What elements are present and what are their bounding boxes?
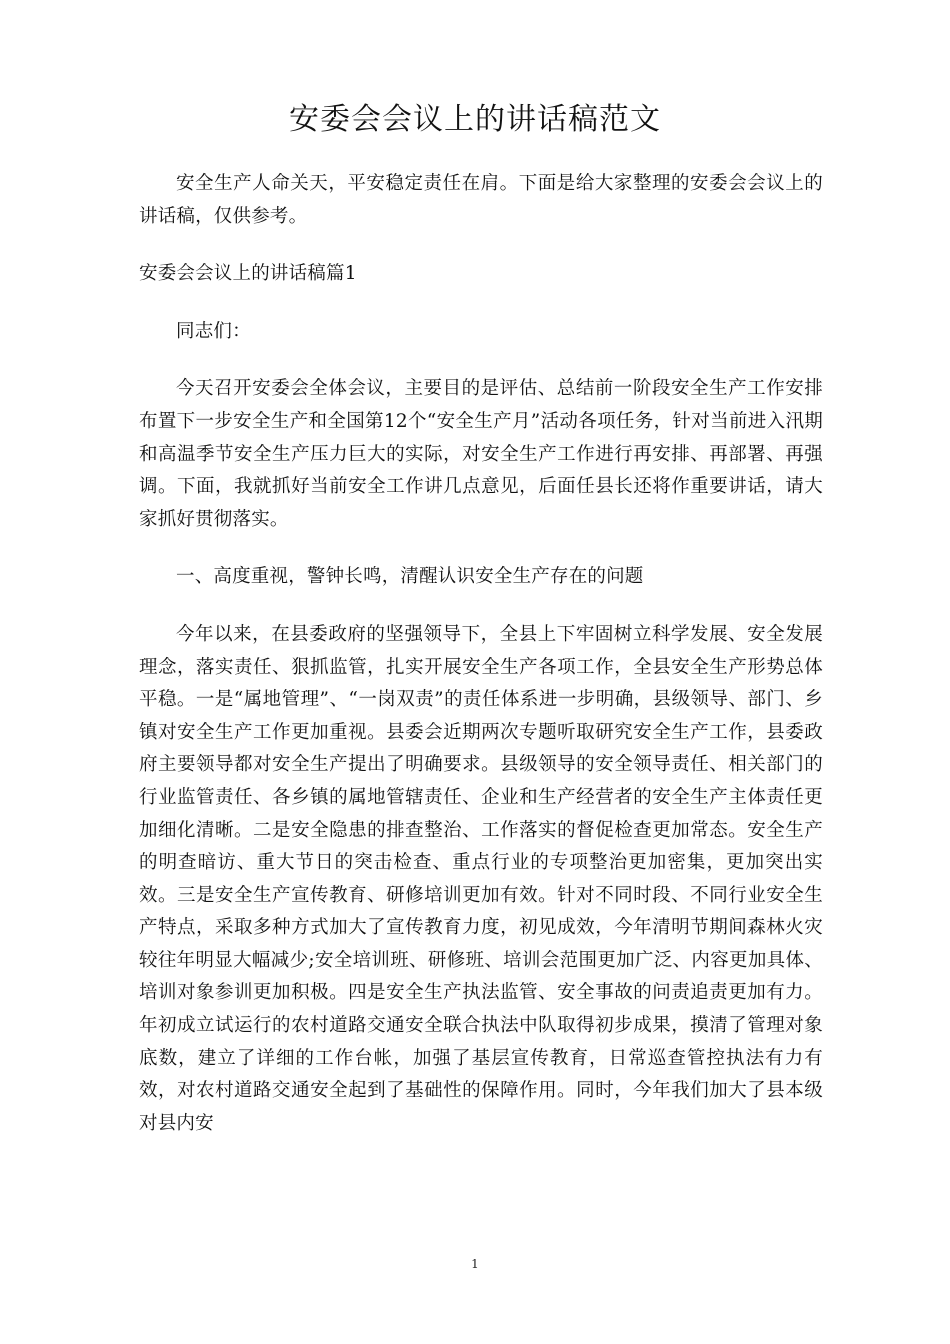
salutation: 同志们：	[176, 320, 251, 342]
subheading-1: 一、高度重视，警钟长鸣，清醒认识安全生产存在的问题	[176, 566, 644, 588]
document-title: 安委会会议上的讲话稿范文	[289, 102, 661, 137]
document-body	[139, 168, 823, 1140]
body-paragraph-2: 今年以来，在县委政府的坚强领导下，全县上下牢固树立科学发展、安全发展理念，落实责任、狠抓监管，扎实开展安全生产各项工作，全县安全生产形势总体平稳。一是“属地管理”、“一岗双责”的责任体系进一步明确，县级领导、部门、乡镇对安全生产工作更加重视。县委会近期两次专题听取研究安全生产工作，县委政府主要领导都对安全生产提出了明确要求。县级领导的安全领导责任、相关部门的行业监管责任、各乡镇的属地管辖责任、企业和生产经营者的安全生产主体责任更加细化清晰。二是安全隐患的排查整治、工作落实的督促检查更加常态。安全生产的明查暗访、重大节日的突击检查、重点行业的专项整治更加密集，更加突出实效。三是安全生产宣传教育、研修培训更加有效。针对不同时段、不同行业安全生产特点，采取多种方式加大了宣传教育力度，初见成效，今年清明节期间森林火灾较往年明显大幅减少;安全培训班、研修班、培训会范围更加广泛、内容更加具体、培训对象参训更加积极。四是安全生产执法监管、安全事故的问责追责更加有力。年初成立试运行的农村道路交通安全联合执法中队取得初步成果，摸清了管理对象底数，建立了详细的工作台帐，加强了基层宣传教育，日常巡查管控执法有力有效，对农村道路交通安全起到了基础性的保障作用。同时，今年我们加大了县本级对县内安	[139, 623, 823, 1134]
section-heading: 安委会会议上的讲话稿篇1	[139, 263, 357, 285]
body-paragraph-1: 今天召开安委会全体会议，主要目的是评估、总结前一阶段安全生产工作安排布置下一步安全生产和全国第12个“安全生产月”活动各项任务，针对当前进入汛期和高温季节安全生产压力巨大的实际，对安全生产工作进行再安排、再部署、再强调。下面，我就抓好当前安全工作讲几点意见，后面任县长还将作重要讲话，请大家抓好贯彻落实。	[139, 378, 823, 530]
intro-paragraph: 安全生产人命关天，平安稳定责任在肩。下面是给大家整理的安委会会议上的讲话稿，仅供参考。	[139, 173, 823, 227]
page-number: 1	[471, 1257, 479, 1271]
